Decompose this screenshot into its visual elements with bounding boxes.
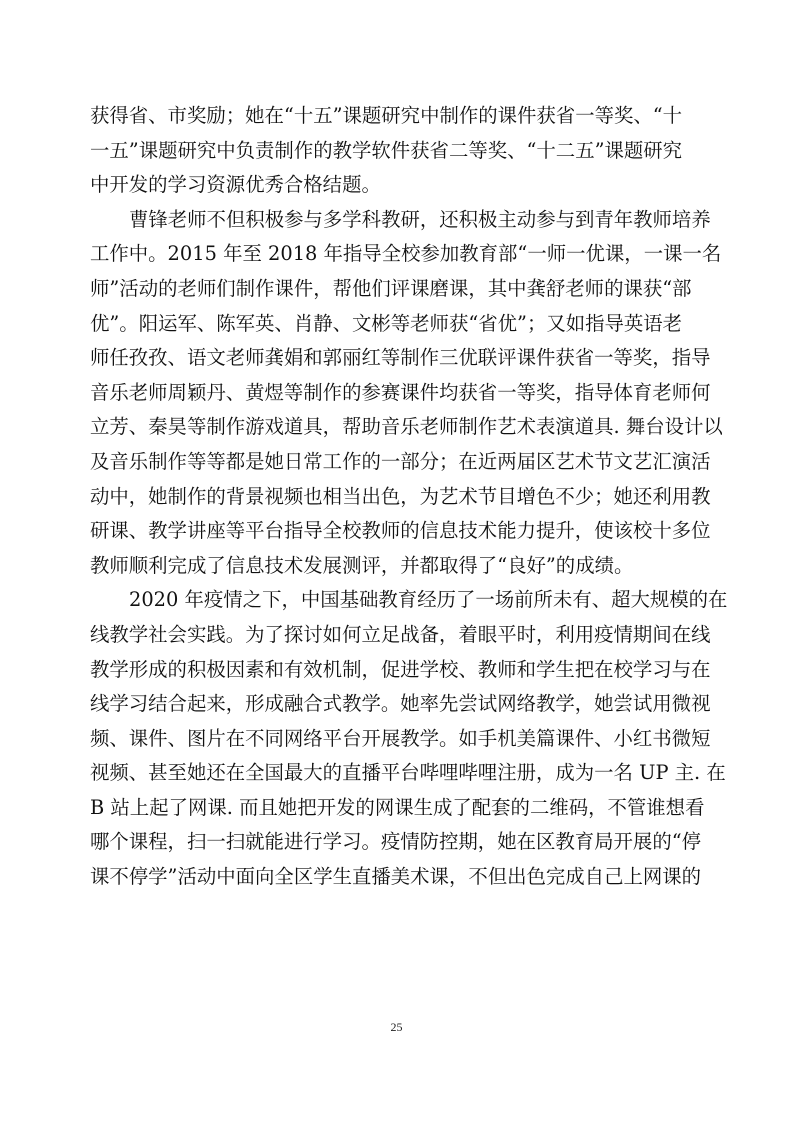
- text-line: 音乐老师周颖丹、黄煜等制作的参赛课件均获省一等奖，指导体育老师何: [90, 380, 711, 404]
- text-line: 师任孜孜、语文老师龚娟和郭丽红等制作三优联评课件获省一等奖，指导: [90, 346, 711, 370]
- text-line: 教学形成的积极因素和有效机制，促进学校、教师和学生把在校学习与在: [90, 657, 711, 681]
- page-number: 25: [390, 1020, 403, 1034]
- text-line: 视频、甚至她还在全国最大的直播平台哔哩哔哩注册，成为一名 UP 主. 在: [90, 761, 726, 785]
- text-line: 及音乐制作等等都是她日常工作的一部分；在近两届区艺术节文艺汇演活: [90, 449, 711, 473]
- text-line: 线学习结合起来，形成融合式教学。她率先尝试网络教学，她尝试用微视: [90, 692, 711, 716]
- text-line: 频、课件、图片在不同网络平台开展教学。如手机美篇课件、小红书微短: [90, 726, 711, 750]
- paragraph-1: [90, 99, 702, 203]
- text-line: 教师顺利完成了信息技术发展测评，并都取得了“良好”的成绩。: [90, 553, 634, 577]
- text-line: 哪个课程，扫一扫就能进行学习。疫情防控期，她在区教育局开展的“停: [90, 830, 702, 854]
- body-text: [90, 99, 728, 895]
- text-line: 研课、教学讲座等平台指导全校教师的信息技术能力提升，使该校十多位: [90, 519, 711, 543]
- text-line: 获得省、市奖励；她在“十五”课题研究中制作的课件获省一等奖、“十: [90, 104, 683, 127]
- text-line: 曹锋老师不但积极参与多学科教研，还积极主动参与到青年教师培养: [129, 207, 711, 231]
- text-line: 中开发的学习资源优秀合格结题。: [90, 173, 381, 197]
- text-line: 工作中。2015 年至 2018 年指导全校参加教育部“一师一优课，一课一名: [90, 242, 722, 266]
- text-line: B 站上起了网课. 而且她把开发的网课生成了配套的二维码，不管谁想看: [90, 795, 705, 819]
- text-line: 师”活动的老师们制作课件，帮他们评课磨课，其中龚舒老师的课获“部: [90, 276, 692, 300]
- text-line: 优”。阳运军、陈军英、肖静、文彬等老师获“省优”；又如指导英语老: [90, 311, 683, 335]
- text-line: 立芳、秦昊等制作游戏道具，帮助音乐老师制作艺术表演道具. 舞台设计以: [90, 415, 723, 439]
- text-line: 课不停学”活动中面向全区学生直播美术课，不但出色完成自己上网课的: [90, 865, 702, 889]
- paragraph-3: [90, 583, 728, 894]
- text-line: 动中，她制作的背景视频也相当出色，为艺术节目增色不少；她还利用教: [90, 484, 711, 508]
- text-line: 一五”课题研究中负责制作的教学软件获省二等奖、“十二五”课题研究: [90, 138, 683, 162]
- paragraph-2: [90, 203, 723, 584]
- text-line: 线教学社会实践。为了探讨如何立足战备，着眼平时，利用疫情期间在线: [90, 622, 711, 646]
- text-line: 2020 年疫情之下，中国基础教育经历了一场前所未有、超大规模的在: [129, 588, 728, 612]
